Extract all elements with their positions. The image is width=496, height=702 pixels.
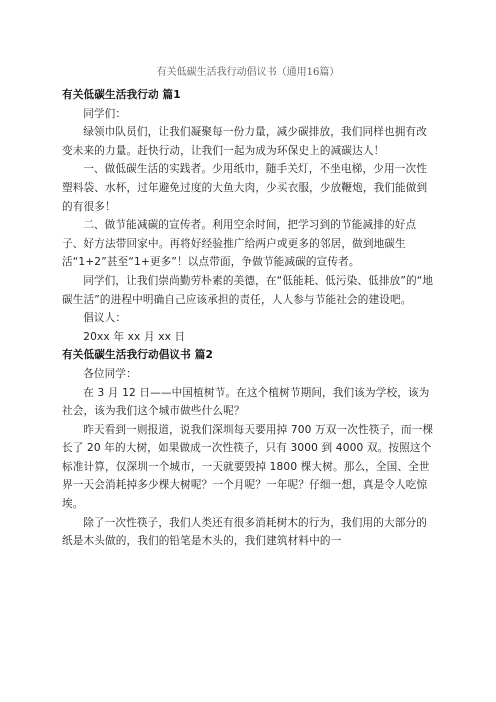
section-1-paragraph: 二、做节能减碳的宣传者。利用空余时间，把学习到的节能减排的好点子、好方法带回家中。再将好经验推广给两户或更多的邻居，做到地碳生活“1+2”甚至“1+更多”！以点带面，争做节能减碳的宣传者。	[62, 219, 417, 269]
section-2-paragraph: 除了一次性筷子，我们人类还有很多消耗树木的行为，我们用的大部分的纸是木头做的，我们的铅笔是木头的，我们建筑材料中的一	[62, 516, 427, 548]
section-1-greeting: 同学们：	[83, 107, 127, 120]
section-1-date: 20xx 年 xx 月 xx 日	[83, 330, 186, 343]
section-2-greeting: 各位同学：	[83, 367, 137, 380]
document-body	[62, 86, 436, 551]
section-2-heading: 有关低碳生活我行动倡议书 篇2	[62, 349, 214, 362]
section-2-paragraph: 昨天看到一则报道，说我们深圳每天要用掉 700 万双一次性筷子，而一棵长了 20 年的大树，如果做成一次性筷子，只有 3000 到 4000 双。按照这个标准计算，仅深圳一个城市，一天就要毁掉 1800 棵大树。那么，全国、全世界一天会消耗掉多少棵大树呢？一个月呢？一年呢？仔细一想，真是令人吃惊埃。	[62, 423, 434, 511]
section-1-paragraph: 绿领巾队员们，让我们凝聚每一份力量，减少碳排放，我们同样也拥有改变未来的力量。赶快行动，让我们一起为成为环保史上的减碳达人！	[62, 126, 427, 157]
document-title: 有关低碳生活我行动倡议书（通用16篇）	[156, 67, 340, 78]
section-1-heading: 有关低碳生活我行动 篇1	[62, 89, 181, 101]
section-1-paragraph: 一、做低碳生活的实践者。少用纸巾，随手关灯，不坐电梯，少用一次性塑料袋、水杯，过年避免过度的大鱼大肉，少买衣服，少放鞭炮，我们能做到的有很多！	[62, 163, 428, 213]
section-2-paragraph: 在 3 月 12 日——中国植树节。在这个植树节期间，我们该为学校，该为社会，该为我们这个城市做些什么呢？	[62, 386, 430, 418]
section-1-paragraph: 同学们，让我们崇尚勤劳朴素的美德，在“低能耗、低污染、低排放”的“地碳生活”的进程中明确自己应该承担的责任，人人参与节能社会的建设吧。	[62, 274, 434, 306]
section-1-signer: 倡议人：	[83, 312, 127, 325]
